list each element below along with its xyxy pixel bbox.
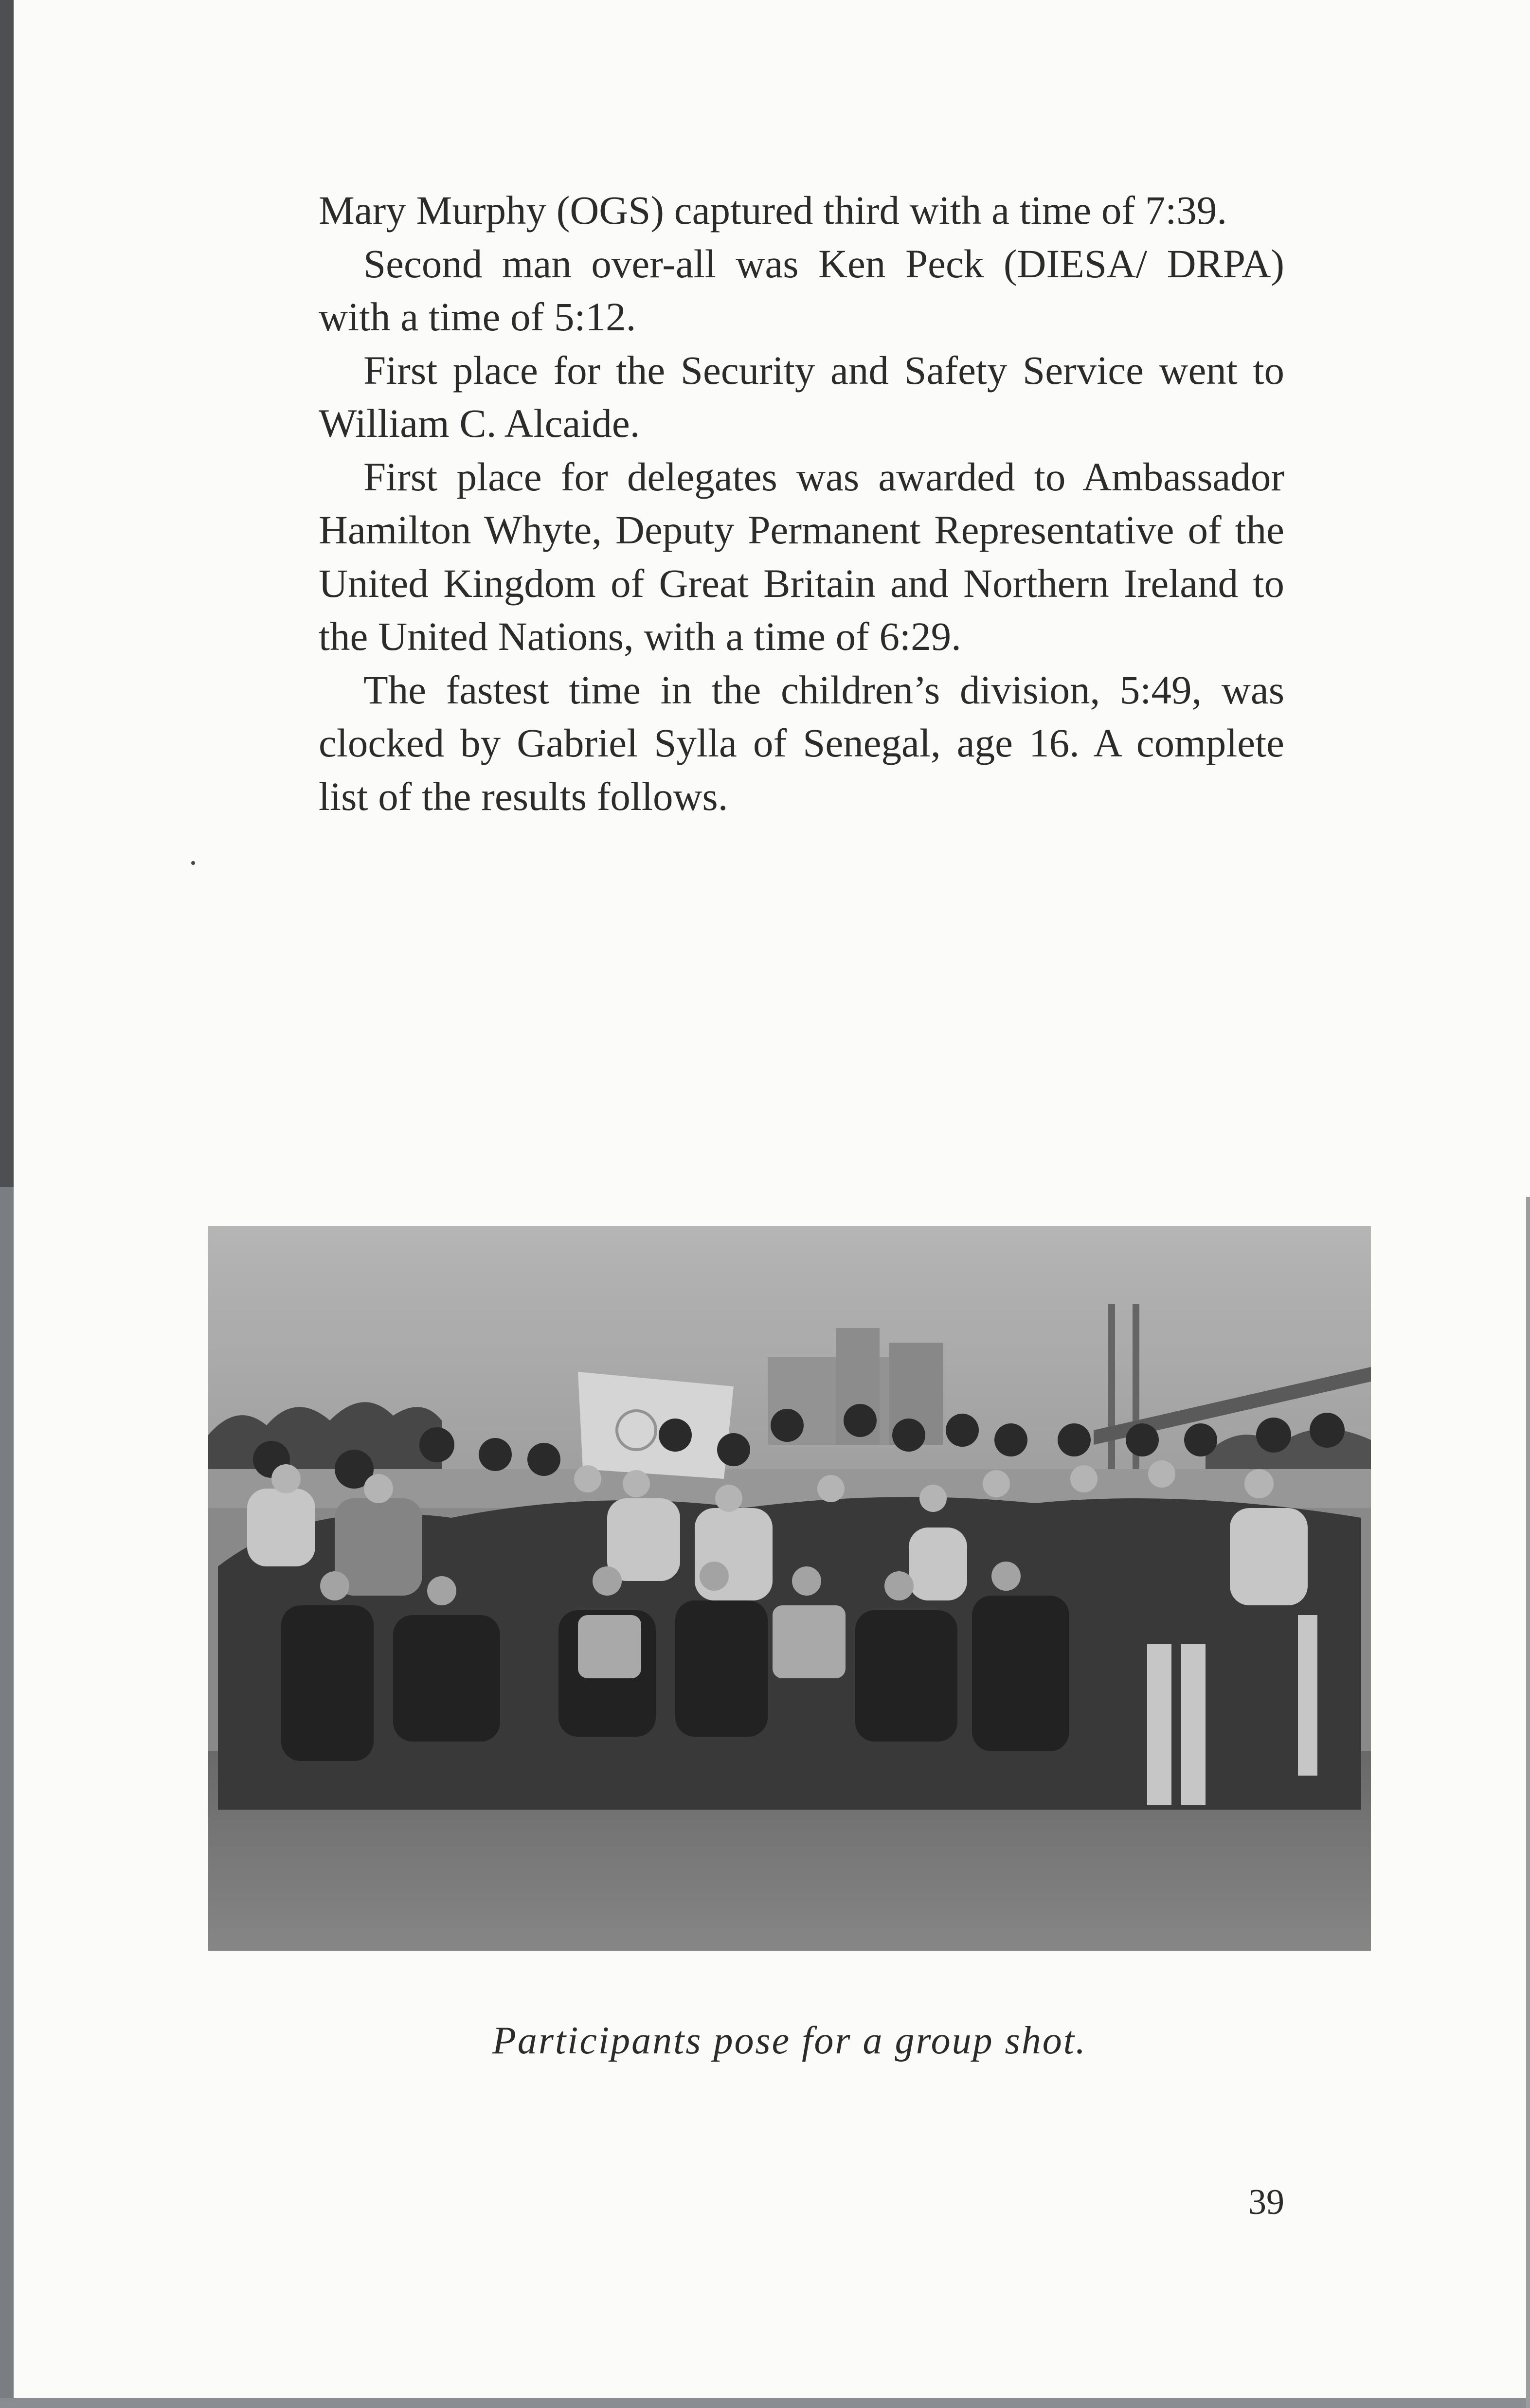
paragraph-4: First place for delegates was awarded to Ambassador Hamilton Whyte, Deputy Permanent Representative of the United Kingdom of Great Britain and Northern Ireland to the United Nations, with a time of 6:29. [319,454,1284,659]
paragraph-5: The fastest time in the children’s division, 5:49, was clocked by Gabriel Sylla of Senegal, age 16. A complete list of the results follows. [319,667,1284,819]
photo-caption: Participants pose for a group shot. [492,2019,1087,2062]
paragraph-3: First place for the Security and Safety Service went to William C. Alcaide. [319,347,1284,446]
article-body [319,184,1284,823]
paragraph-2: Second man over-all was Ken Peck (DIESA/ DRPA) with a time of 5:12. [319,241,1284,339]
scan-edge-right [1526,1197,1530,2408]
scan-edge-left-dark [0,0,14,1187]
paragraph-1: Mary Murphy (OGS) captured third with a time of 7:39. [319,188,1227,233]
scan-speck [191,861,195,865]
scan-edge-left-light [0,1187,14,2408]
group-photo [208,1226,1371,1951]
page-number: 39 [1248,2182,1284,2222]
scan-edge-bottom [0,2398,1530,2408]
